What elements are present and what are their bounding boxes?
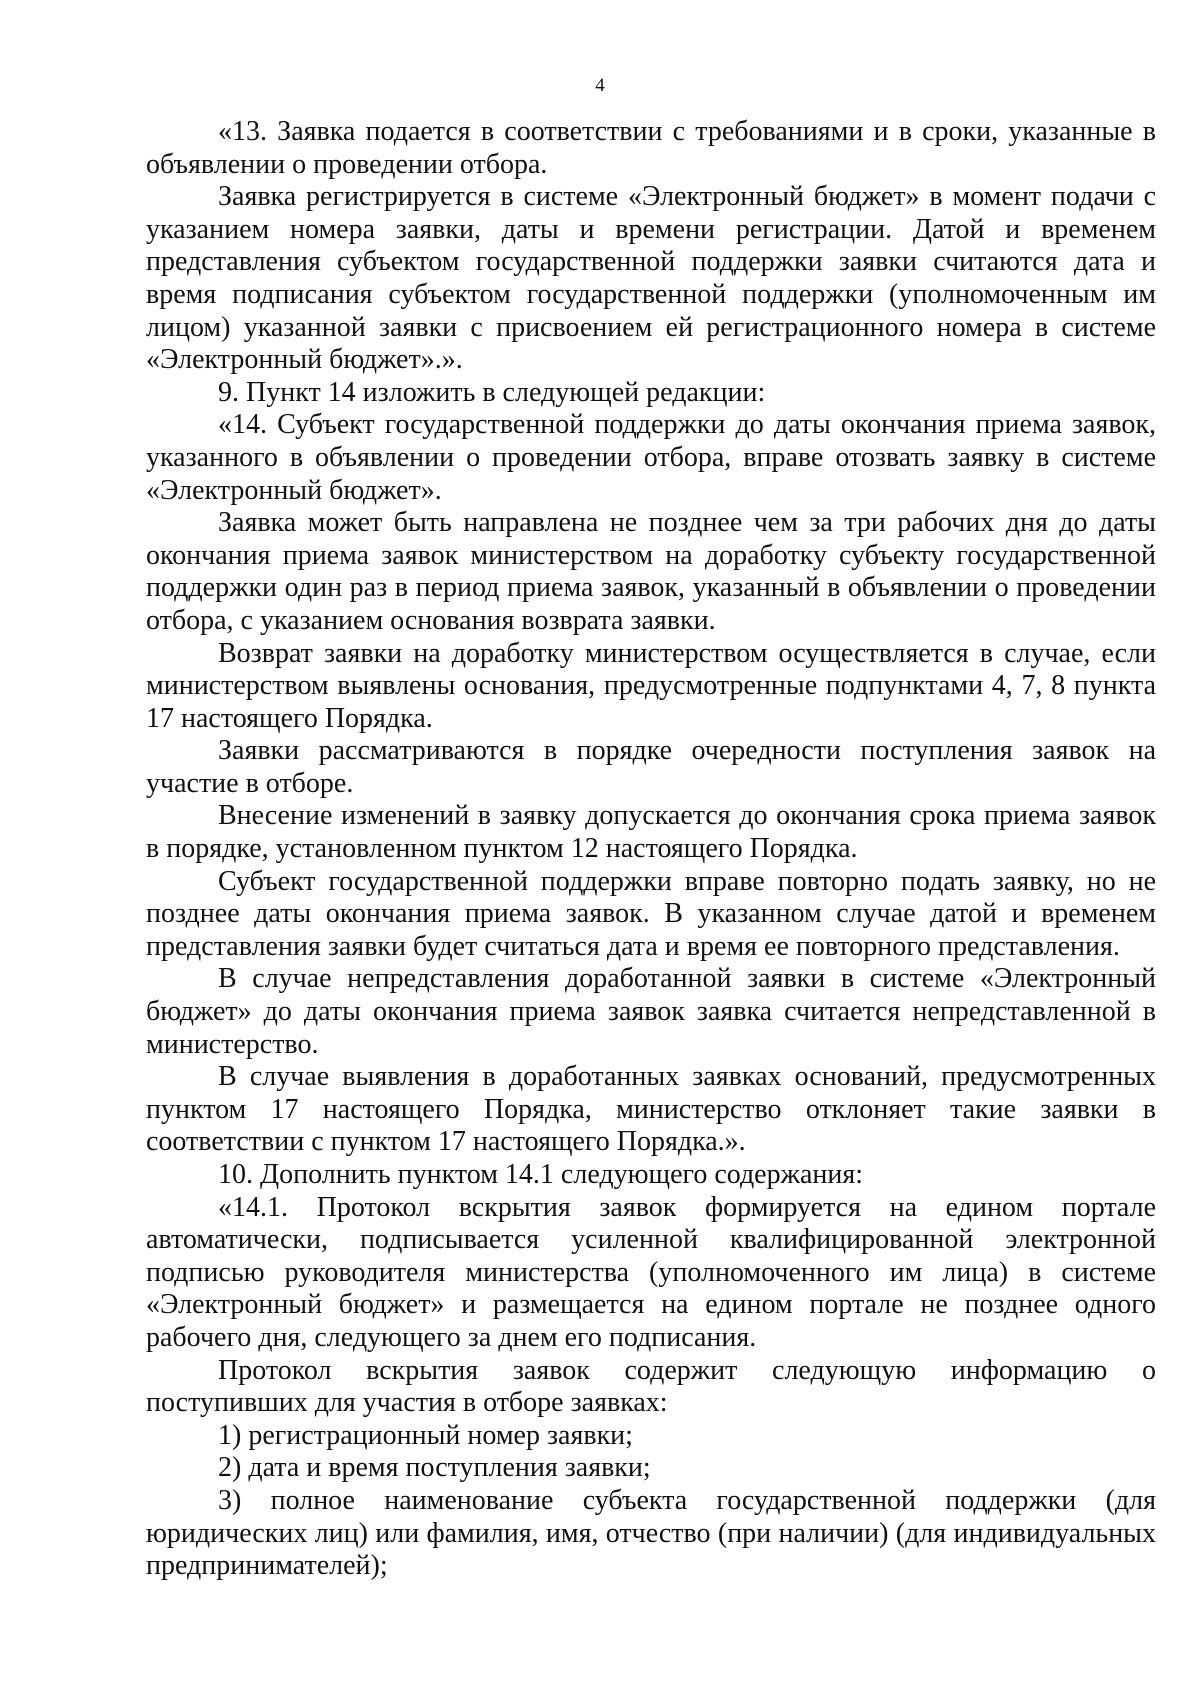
paragraph: Заявка может быть направлена не позднее чем за три рабочих дня до даты окончания приема заявок министерством на доработку субъекту государственной поддержки один раз в период приема заявок, указанный в объявлении о проведении отбора, с указанием основания возврата заявки. <box>146 507 1156 636</box>
paragraph: Заявка регистрируется в системе «Электронный бюджет» в момент подачи с указанием номера заявки, даты и времени регистрации. Датой и временем представления субъектом государственной поддержки заявки считаются дата и время подписания субъектом государственной поддержки (уполномоченным им лицом) указанной заявки с присвоением ей регистрационного номера в системе «Электронный бюджет».». <box>146 181 1156 376</box>
paragraph: Протокол вскрытия заявок содержит следующую информацию о поступивших для участия в отборе заявках: <box>146 1354 1156 1419</box>
paragraph: В случае выявления в доработанных заявках оснований, предусмотренных пунктом 17 настоящего Порядка, министерство отклоняет такие заявки в соответствии с пунктом 17 настоящего Порядка.». <box>146 1061 1156 1158</box>
paragraph: Заявки рассматриваются в порядке очередности поступления заявок на участие в отборе. <box>146 735 1156 799</box>
paragraph: Субъект государственной поддержки вправе повторно подать заявку, но не позднее даты окончания приема заявок. В указанном случае датой и временем представления заявки будет считаться дата и время ее повторного представления. <box>146 865 1156 962</box>
paragraph: Внесение изменений в заявку допускается до окончания срока приема заявок в порядке, установленном пунктом 12 настоящего Порядка. <box>146 800 1156 865</box>
page-number: 4 <box>595 75 605 96</box>
paragraph: Возврат заявки на доработку министерством осуществляется в случае, если министерством выявлены основания, предусмотренные подпунктами 4, 7, 8 пункта 17 настоящего Порядка. <box>146 637 1156 734</box>
paragraph: «14. Субъект государственной поддержки до даты окончания приема заявок, указанного в объявлении о проведении отбора, вправе отозвать заявку в системе «Электронный бюджет». <box>146 409 1156 506</box>
document-body <box>146 116 1156 1583</box>
list-item: 3) полное наименование субъекта государственной поддержки (для юридических лиц) или фамилия, имя, отчество (при наличии) (для индивидуальных предпринимателей); <box>146 1484 1156 1582</box>
paragraph: 10. Дополнить пунктом 14.1 следующего содержания: <box>218 1159 864 1190</box>
paragraph: 9. Пункт 14 изложить в следующей редакции: <box>218 376 766 408</box>
list-item: 2) дата и время поступления заявки; <box>218 1452 651 1484</box>
paragraph: «13. Заявка подается в соответствии с требованиями и в сроки, указанные в объявлении о проведении отбора. <box>146 116 1156 180</box>
list-item: 1) регистрационный номер заявки; <box>218 1419 633 1451</box>
paragraph: «14.1. Протокол вскрытия заявок формируется на едином портале автоматически, подписывается усиленной квалифицированной электронной подписью руководителя министерства (уполномоченного им лица) в системе «Электронный бюджет» и размещается на едином портале не позднее одного рабочего дня, следующего за днем его подписания. <box>146 1191 1156 1353</box>
paragraph: В случае непредставления доработанной заявки в системе «Электронный бюджет» до даты окончания приема заявок заявка считается непредставленной в министерство. <box>146 963 1156 1060</box>
